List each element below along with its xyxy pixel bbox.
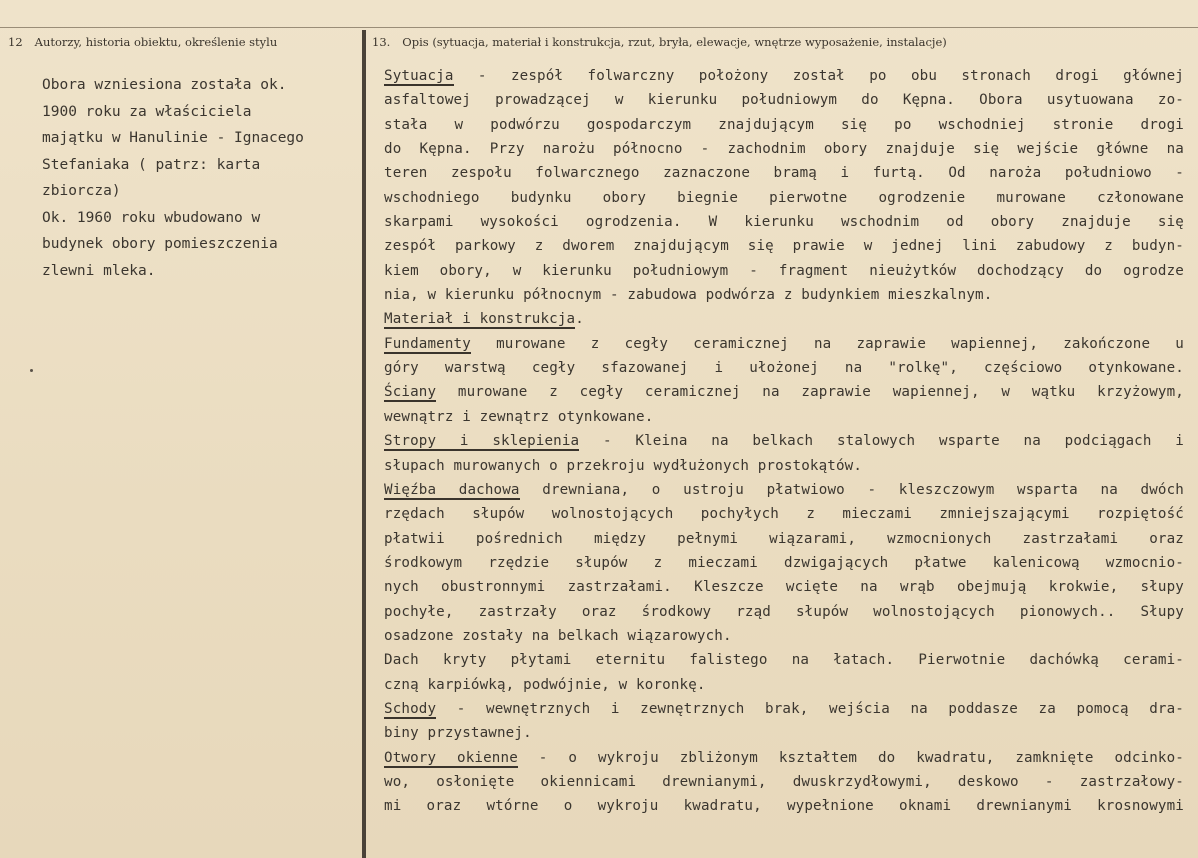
history-line: Stefaniaka ( patrz: karta	[42, 156, 261, 173]
line-text: góry warstwą cegły sfazowanej i ułożonej na "rolkę", częściowo otynkowane.	[384, 360, 1184, 377]
description-line	[384, 88, 1184, 112]
section-12-title: Autorzy, historia obiektu, określenie stylu	[34, 35, 278, 49]
description-line	[384, 380, 1184, 404]
line-text: pochyłe, zastrzały oraz środkowy rząd słupów wolnostojących pionowych.. Słupy	[384, 603, 1184, 620]
section-13-header	[372, 35, 947, 49]
line-text: mi oraz wtórne o wykroju kwadratu, wypełnione oknami drewnianymi krosnowymi	[384, 798, 1184, 815]
line-text: rzędach słupów wolnostojących pochyłych z mieczami zmniejszającymi rozpiętość	[384, 506, 1184, 523]
description-line	[384, 356, 1184, 380]
history-line: Obora wzniesiona została ok.	[42, 77, 287, 93]
line-text: asfaltowej prowadzącej w kierunku południowym do Kępna. Obora usytuowana zo-	[384, 92, 1184, 109]
description-line	[384, 113, 1184, 137]
description-line	[384, 332, 1184, 356]
description-line	[384, 137, 1184, 161]
line-text: .	[575, 311, 584, 328]
line-text: nia, w kierunku północnym - zabudowa podwórza z budynkiem mieszkalnym.	[384, 287, 993, 304]
line-text: słupach murowanych o przekroju wydłużonych prostokątów.	[384, 457, 863, 474]
description-line	[384, 454, 1184, 478]
description-line	[384, 234, 1184, 258]
line-text: - Kleina na belkach stalowych wsparte na podciągach i	[579, 433, 1184, 450]
line-text: do Kępna. Przy narożu północno - zachodnim obory znajduje się wejście główne na	[384, 141, 1184, 158]
subheading-label: Otwory okienne	[384, 749, 518, 766]
history-line: zbiorcza)	[42, 183, 121, 199]
history-line: majątku w Hanulinie - Ignacego	[42, 130, 304, 146]
history-line: budynek obory pomieszczenia	[42, 236, 278, 252]
subheading-label: Stropy i sklepienia	[384, 433, 580, 450]
description-line	[384, 478, 1184, 502]
description-line	[384, 600, 1184, 624]
description-line	[384, 186, 1184, 210]
line-text: środkowym rzędzie słupów z mieczami dzwigających płatwe kalenicową wzmocnio-	[384, 554, 1184, 571]
description-line	[384, 648, 1184, 672]
history-line: zlewni mleka.	[42, 262, 156, 279]
line-text: murowane z cegły ceramicznej na zaprawie wapiennej, w wątku krzyżowym,	[436, 384, 1184, 401]
line-text: Dach kryty płytami eternitu falistego na łatach. Pierwotnie dachówką cerami-	[384, 652, 1184, 669]
description-line	[384, 307, 1184, 331]
line-text: - zespół folwarczny położony został po obu stronach drogi głównej	[453, 68, 1184, 84]
line-text: drewniana, o ustroju płatwiowo - kleszczowym wsparta na dwóch	[519, 481, 1184, 498]
history-line: Ok. 1960 roku wbudowano w	[42, 209, 261, 226]
line-text: kiem obory, w kierunku południowym - fragment nieużytków dochodzący do ogrodze	[384, 262, 1184, 279]
section-12-number: 12	[8, 35, 23, 49]
line-text: wewnątrz i zewnątrz otynkowane.	[384, 408, 654, 425]
section-13-number: 13.	[372, 35, 391, 49]
description-line	[384, 770, 1184, 794]
line-text: płatwii pośrednich między pełnymi wiązarami, wzmocnionych zastrzałami oraz	[384, 530, 1184, 547]
line-text: wo, osłonięte okiennicami drewnianymi, dwuskrzydłowymi, deskowo - zastrzałowy-	[384, 773, 1184, 790]
description-line	[384, 721, 1184, 745]
description-line	[384, 259, 1184, 283]
section-13-title: Opis (sytuacja, materiał i konstrukcja, rzut, bryła, elewacje, wnętrze wyposażenie, instalacje)	[402, 35, 947, 49]
description-line	[384, 405, 1184, 429]
description-text	[384, 64, 1184, 819]
line-text: teren zespołu folwarcznego zaznaczone bramą i furtą. Od naroża południowo -	[384, 165, 1184, 182]
line-text: skarpami wysokości ogrodzenia. W kierunku wschodnim od obory znajduje się	[384, 214, 1184, 231]
subheading-label: Więźba dachowa	[384, 481, 520, 498]
line-text: murowane z cegły ceramicznej na zaprawie wapiennej, zakończone u	[470, 335, 1184, 352]
description-line	[384, 746, 1184, 770]
line-text: wschodniego budynku obory biegnie pierwotne ogrodzenie murowane członowane	[384, 189, 1184, 206]
line-text: zespół parkowy z dworem znajdującym się prawie w jednej lini zabudowy z budyn-	[384, 238, 1184, 255]
description-line	[384, 283, 1184, 307]
subheading-label: Fundamenty	[384, 335, 471, 352]
description-line	[384, 429, 1184, 453]
description-line	[384, 575, 1184, 599]
description-line	[384, 502, 1184, 526]
line-text: czną karpiówką, podwójnie, w koronkę.	[384, 676, 706, 693]
description-line	[384, 551, 1184, 575]
line-text: - wewnętrznych i zewnętrznych brak, wejścia na poddasze za pomocą dra-	[436, 700, 1184, 717]
description-line	[384, 624, 1184, 648]
header-rule	[0, 27, 1198, 28]
history-text	[42, 72, 352, 284]
line-text: biny przystawnej.	[384, 725, 532, 742]
section-12-header	[8, 35, 277, 49]
subheading-label: Materiał i konstrukcja	[384, 311, 576, 328]
line-text: stała w podwórzu gospodarczym znajdującym się po wschodniej stronie drogi	[384, 116, 1184, 133]
column-divider	[362, 30, 366, 858]
line-text: nych obustronnymi zastrzałami. Kleszcze wcięte na wrąb obejmują krokwie, słupy	[384, 579, 1184, 596]
subheading-label: Schody	[384, 700, 437, 717]
subheading-label: Sytuacja	[384, 68, 454, 84]
line-text: - o wykroju zbliżonym kształtem do kwadratu, zamknięte odcinko-	[517, 749, 1184, 766]
description-line	[384, 210, 1184, 234]
ink-speck	[30, 369, 33, 372]
description-line	[384, 697, 1184, 721]
description-line	[384, 527, 1184, 551]
description-line	[384, 161, 1184, 185]
description-line	[384, 794, 1184, 818]
line-text: osadzone zostały na belkach wiązarowych.	[384, 627, 732, 644]
description-line	[384, 673, 1184, 697]
description-line	[384, 64, 1184, 88]
subheading-label: Ściany	[384, 384, 437, 401]
history-line: 1900 roku za właściciela	[42, 103, 252, 120]
